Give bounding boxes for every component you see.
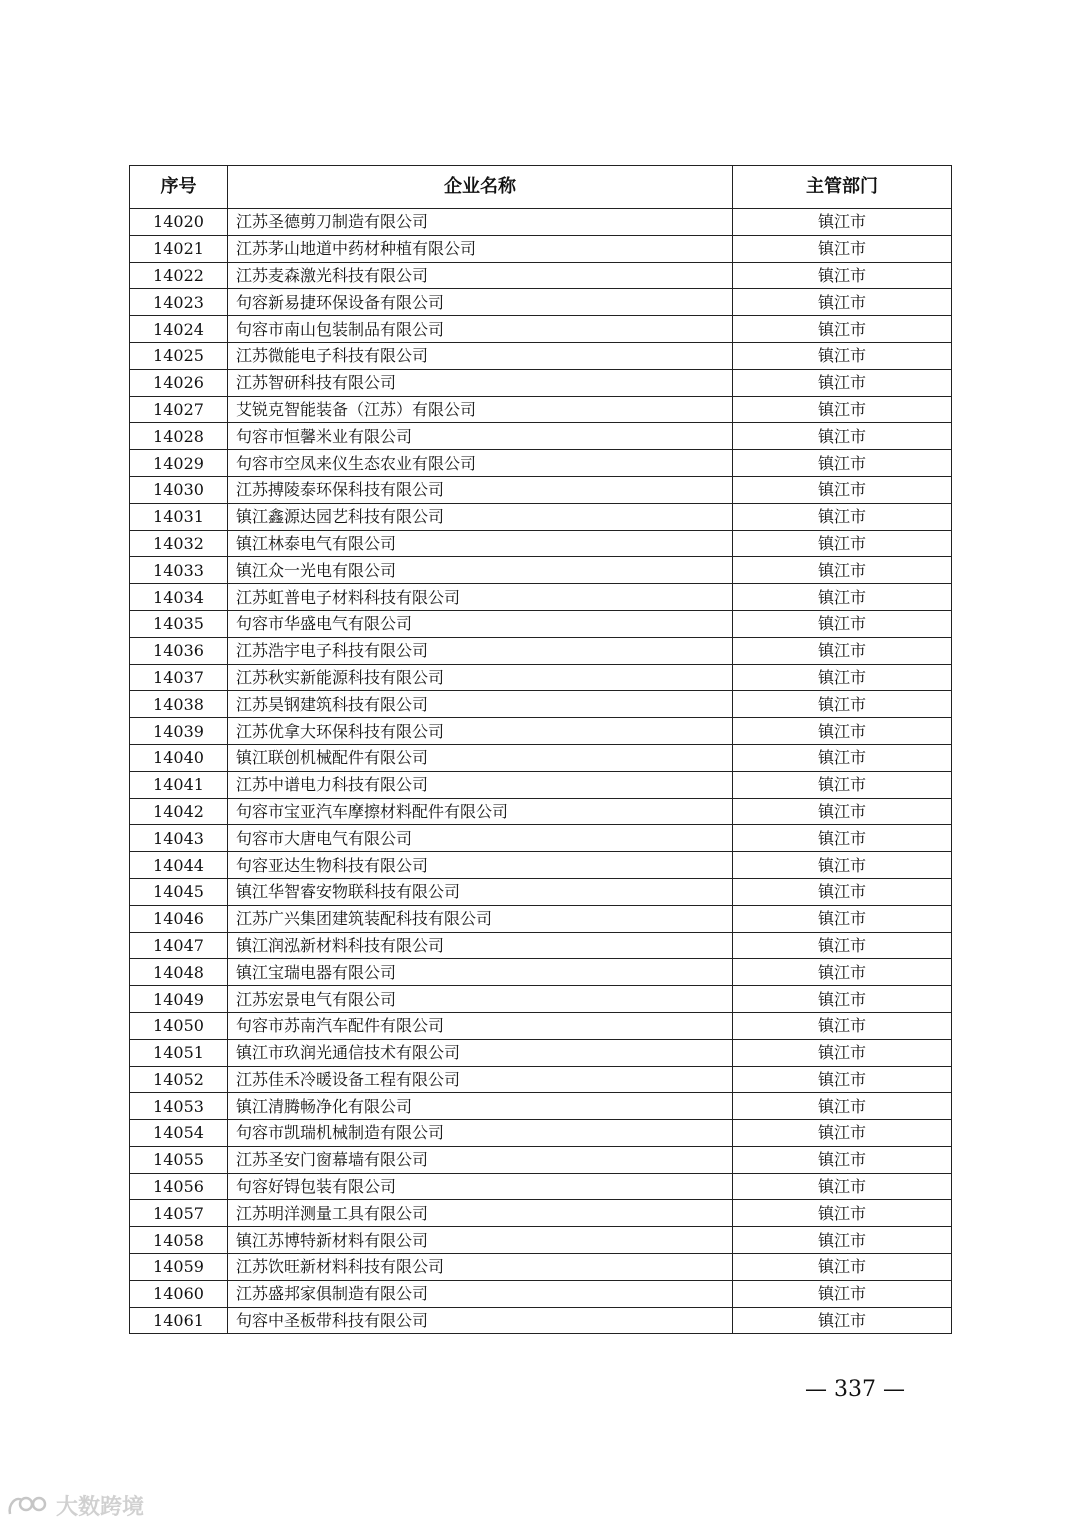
row-department: 镇江市 (733, 1093, 952, 1120)
table-row (130, 744, 952, 771)
table-row (130, 664, 952, 691)
row-department: 镇江市 (733, 1227, 952, 1254)
row-department: 镇江市 (733, 289, 952, 316)
row-company-name: 镇江众一光电有限公司 (228, 557, 733, 584)
table-row (130, 530, 952, 557)
page-number: — 337 — (805, 1377, 905, 1402)
row-company-name: 江苏盛邦家俱制造有限公司 (228, 1280, 733, 1307)
row-department: 镇江市 (733, 932, 952, 959)
row-department: 镇江市 (733, 450, 952, 477)
row-department: 镇江市 (733, 959, 952, 986)
table-row (130, 691, 952, 718)
row-seq: 14028 (130, 423, 228, 450)
row-seq: 14023 (130, 289, 228, 316)
row-seq: 14038 (130, 691, 228, 718)
row-company-name: 镇江宝瑞电器有限公司 (228, 959, 733, 986)
row-seq: 14034 (130, 584, 228, 611)
row-company-name: 江苏圣安门窗幕墙有限公司 (228, 1146, 733, 1173)
dashu-logo-icon (6, 1492, 52, 1520)
row-department: 镇江市 (733, 396, 952, 423)
row-department: 镇江市 (733, 557, 952, 584)
row-seq: 14030 (130, 476, 228, 503)
table-row (130, 1254, 952, 1281)
row-department: 镇江市 (733, 798, 952, 825)
row-department: 镇江市 (733, 744, 952, 771)
row-seq: 14049 (130, 986, 228, 1013)
table-row (130, 959, 952, 986)
row-seq: 14058 (130, 1227, 228, 1254)
row-company-name: 句容市凯瑞机械制造有限公司 (228, 1120, 733, 1147)
table-row (130, 1280, 952, 1307)
row-company-name: 句容市恒馨米业有限公司 (228, 423, 733, 450)
row-seq: 14033 (130, 557, 228, 584)
row-seq: 14044 (130, 852, 228, 879)
row-company-name: 江苏茅山地道中药材种植有限公司 (228, 235, 733, 262)
table-row (130, 986, 952, 1013)
row-company-name: 江苏圣德剪刀制造有限公司 (228, 209, 733, 236)
row-seq: 14060 (130, 1280, 228, 1307)
row-company-name: 江苏优拿大环保科技有限公司 (228, 718, 733, 745)
row-seq: 14035 (130, 610, 228, 637)
row-department: 镇江市 (733, 262, 952, 289)
table-row (130, 878, 952, 905)
table-row (130, 396, 952, 423)
row-company-name: 镇江润泓新材料科技有限公司 (228, 932, 733, 959)
table-row (130, 825, 952, 852)
row-department: 镇江市 (733, 530, 952, 557)
table-row (130, 798, 952, 825)
row-department: 镇江市 (733, 423, 952, 450)
row-company-name: 江苏虹普电子材料科技有限公司 (228, 584, 733, 611)
row-seq: 14048 (130, 959, 228, 986)
row-company-name: 艾锐克智能装备（江苏）有限公司 (228, 396, 733, 423)
row-department: 镇江市 (733, 235, 952, 262)
table-row (130, 369, 952, 396)
table-row (130, 637, 952, 664)
row-seq: 14025 (130, 342, 228, 369)
row-company-name: 句容新易捷环保设备有限公司 (228, 289, 733, 316)
row-department: 镇江市 (733, 1307, 952, 1334)
row-company-name: 句容市大唐电气有限公司 (228, 825, 733, 852)
table-row (130, 718, 952, 745)
row-department: 镇江市 (733, 342, 952, 369)
row-seq: 14047 (130, 932, 228, 959)
row-company-name: 镇江苏博特新材料有限公司 (228, 1227, 733, 1254)
row-company-name: 江苏昊钢建筑科技有限公司 (228, 691, 733, 718)
watermark-text: 大数跨境 (56, 1495, 145, 1520)
row-department: 镇江市 (733, 691, 952, 718)
row-company-name: 江苏佳禾冷暖设备工程有限公司 (228, 1066, 733, 1093)
table-row (130, 235, 952, 262)
table-row (130, 1120, 952, 1147)
table-row (130, 852, 952, 879)
table-row (130, 932, 952, 959)
table-row (130, 584, 952, 611)
row-seq: 14039 (130, 718, 228, 745)
table-row (130, 450, 952, 477)
row-seq: 14027 (130, 396, 228, 423)
row-seq: 14026 (130, 369, 228, 396)
table-row (130, 1307, 952, 1334)
row-department: 镇江市 (733, 584, 952, 611)
row-company-name: 句容市空凤来仪生态农业有限公司 (228, 450, 733, 477)
row-department: 镇江市 (733, 369, 952, 396)
row-seq: 14059 (130, 1254, 228, 1281)
row-seq: 14061 (130, 1307, 228, 1334)
row-seq: 14041 (130, 771, 228, 798)
table-row (130, 1173, 952, 1200)
row-company-name: 江苏智研科技有限公司 (228, 369, 733, 396)
row-department: 镇江市 (733, 771, 952, 798)
row-department: 镇江市 (733, 1066, 952, 1093)
table-row (130, 316, 952, 343)
row-company-name: 江苏麦森激光科技有限公司 (228, 262, 733, 289)
row-company-name: 镇江林泰电气有限公司 (228, 530, 733, 557)
row-department: 镇江市 (733, 476, 952, 503)
row-seq: 14050 (130, 1012, 228, 1039)
row-seq: 14032 (130, 530, 228, 557)
row-company-name: 句容亚达生物科技有限公司 (228, 852, 733, 879)
row-seq: 14055 (130, 1146, 228, 1173)
row-company-name: 句容中圣板带科技有限公司 (228, 1307, 733, 1334)
table-row (130, 423, 952, 450)
row-department: 镇江市 (733, 905, 952, 932)
row-seq: 14020 (130, 209, 228, 236)
row-department: 镇江市 (733, 209, 952, 236)
row-seq: 14046 (130, 905, 228, 932)
row-seq: 14054 (130, 1120, 228, 1147)
table-row (130, 1066, 952, 1093)
row-company-name: 江苏明洋测量工具有限公司 (228, 1200, 733, 1227)
row-company-name: 句容市宝亚汽车摩擦材料配件有限公司 (228, 798, 733, 825)
row-seq: 14056 (130, 1173, 228, 1200)
row-department: 镇江市 (733, 1012, 952, 1039)
row-seq: 14029 (130, 450, 228, 477)
table-row (130, 476, 952, 503)
row-department: 镇江市 (733, 637, 952, 664)
table-row (130, 1227, 952, 1254)
table-row (130, 289, 952, 316)
table-row (130, 610, 952, 637)
row-department: 镇江市 (733, 825, 952, 852)
table-row (130, 1200, 952, 1227)
table-row (130, 209, 952, 236)
row-seq: 14042 (130, 798, 228, 825)
row-seq: 14057 (130, 1200, 228, 1227)
row-seq: 14053 (130, 1093, 228, 1120)
header-department: 主管部门 (733, 166, 952, 209)
table-row (130, 503, 952, 530)
table-row (130, 1093, 952, 1120)
row-company-name: 江苏秋实新能源科技有限公司 (228, 664, 733, 691)
row-department: 镇江市 (733, 1146, 952, 1173)
row-seq: 14021 (130, 235, 228, 262)
row-company-name: 句容市南山包装制品有限公司 (228, 316, 733, 343)
row-company-name: 句容市华盛电气有限公司 (228, 610, 733, 637)
watermark (6, 1490, 144, 1521)
row-seq: 14037 (130, 664, 228, 691)
row-company-name: 江苏微能电子科技有限公司 (228, 342, 733, 369)
row-department: 镇江市 (733, 1280, 952, 1307)
table-row (130, 262, 952, 289)
row-company-name: 镇江清腾畅净化有限公司 (228, 1093, 733, 1120)
table-row (130, 557, 952, 584)
row-company-name: 镇江鑫源达园艺科技有限公司 (228, 503, 733, 530)
table-row (130, 342, 952, 369)
row-seq: 14031 (130, 503, 228, 530)
row-department: 镇江市 (733, 1173, 952, 1200)
table-body (130, 209, 952, 1334)
row-company-name: 镇江华智睿安物联科技有限公司 (228, 878, 733, 905)
row-company-name: 江苏广兴集团建筑装配科技有限公司 (228, 905, 733, 932)
row-seq: 14052 (130, 1066, 228, 1093)
row-company-name: 镇江市玖润光通信技术有限公司 (228, 1039, 733, 1066)
row-seq: 14045 (130, 878, 228, 905)
row-company-name: 句容市苏南汽车配件有限公司 (228, 1012, 733, 1039)
row-department: 镇江市 (733, 316, 952, 343)
row-seq: 14043 (130, 825, 228, 852)
row-seq: 14024 (130, 316, 228, 343)
row-seq: 14040 (130, 744, 228, 771)
row-company-name: 江苏浩宇电子科技有限公司 (228, 637, 733, 664)
header-company-name: 企业名称 (228, 166, 733, 209)
row-department: 镇江市 (733, 1120, 952, 1147)
row-company-name: 江苏饮旺新材料科技有限公司 (228, 1254, 733, 1281)
row-department: 镇江市 (733, 664, 952, 691)
row-company-name: 句容好锝包装有限公司 (228, 1173, 733, 1200)
row-department: 镇江市 (733, 986, 952, 1013)
enterprise-table (129, 165, 952, 1334)
row-company-name: 镇江联创机械配件有限公司 (228, 744, 733, 771)
row-department: 镇江市 (733, 1039, 952, 1066)
row-department: 镇江市 (733, 852, 952, 879)
table-row (130, 1012, 952, 1039)
table-header-row (130, 166, 952, 209)
row-company-name: 江苏宏景电气有限公司 (228, 986, 733, 1013)
header-seq: 序号 (130, 166, 228, 209)
row-department: 镇江市 (733, 878, 952, 905)
row-department: 镇江市 (733, 1200, 952, 1227)
table-row (130, 771, 952, 798)
row-seq: 14022 (130, 262, 228, 289)
table-row (130, 1146, 952, 1173)
row-seq: 14036 (130, 637, 228, 664)
row-company-name: 江苏中谱电力科技有限公司 (228, 771, 733, 798)
table-row (130, 905, 952, 932)
row-seq: 14051 (130, 1039, 228, 1066)
row-department: 镇江市 (733, 503, 952, 530)
row-department: 镇江市 (733, 610, 952, 637)
row-company-name: 江苏搏陵泰环保科技有限公司 (228, 476, 733, 503)
row-department: 镇江市 (733, 1254, 952, 1281)
row-department: 镇江市 (733, 718, 952, 745)
table-row (130, 1039, 952, 1066)
